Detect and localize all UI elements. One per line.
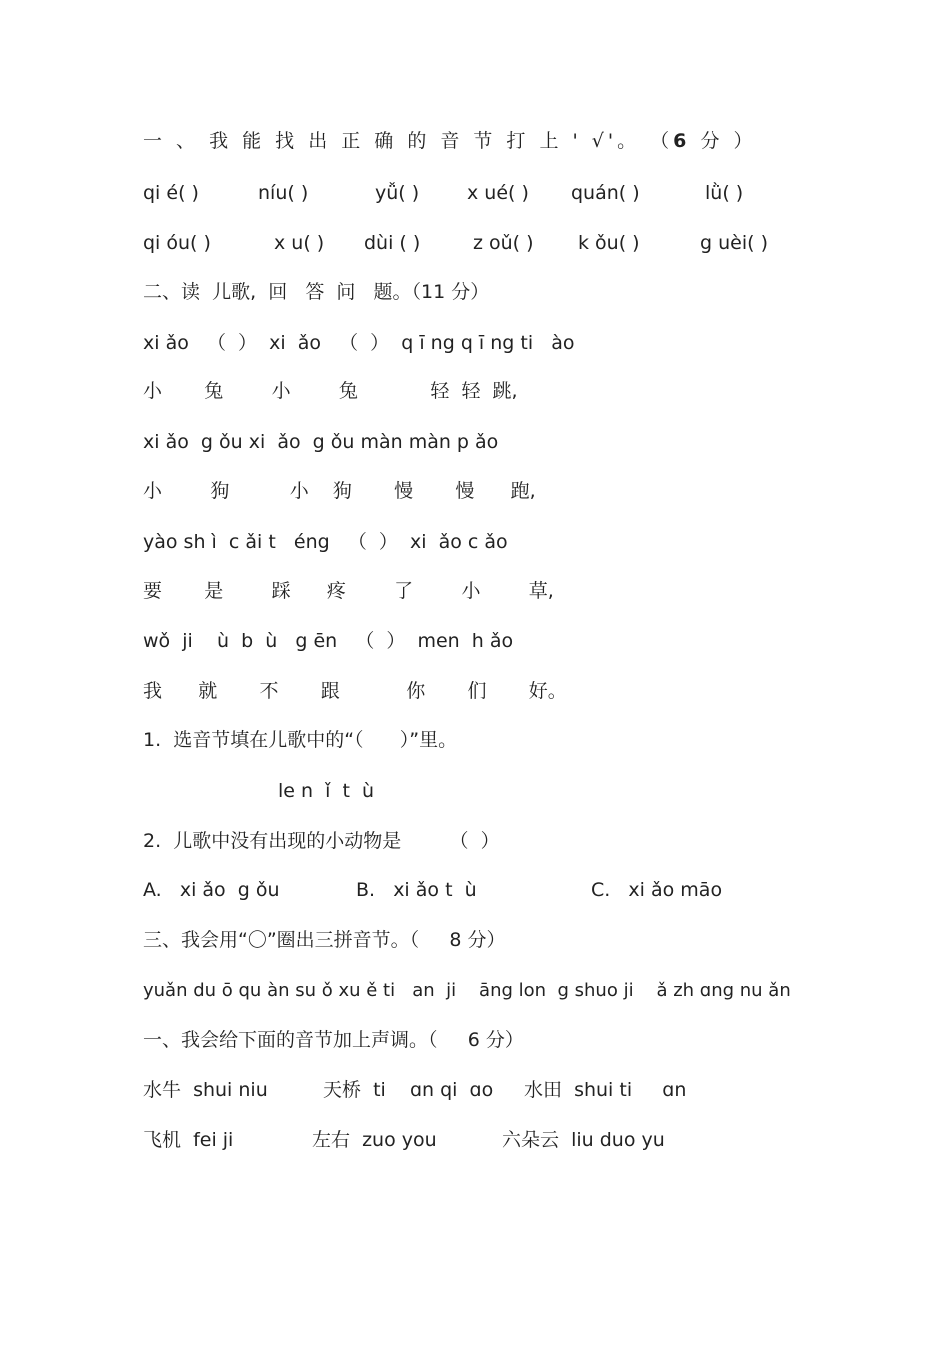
section1-points: 6 — [673, 130, 691, 152]
tone-item: 六朵云 liu duo yu — [502, 1129, 665, 1151]
song-hanzi-line: 小 兔 小 兔 轻 轻 跳, — [143, 380, 518, 402]
tone-item: 飞机 fei ji — [143, 1129, 234, 1151]
section4-row2 — [0, 1125, 950, 1155]
song-hanzi-line: 我 就 不 跟 你 们 好。 — [143, 680, 567, 702]
section3-title: 三、我会用“〇”圈出三拼音节。（ 8 分） — [143, 929, 506, 951]
pinyin-option[interactable]: yǚ( ) — [375, 182, 420, 204]
section4-row1 — [0, 1075, 950, 1105]
song-pinyin-line: yào sh ì c ǎi t éng （ ） xi ǎo c ǎo — [143, 531, 508, 553]
tone-item: 水牛 shui niu — [143, 1079, 268, 1101]
song-pinyin-line: xi ǎo （ ） xi ǎo （ ） q ī ng q ī ng ti ào — [143, 332, 575, 354]
pinyin-option[interactable]: qi óu( ) — [143, 232, 211, 254]
section1-points-suffix: 分 ） — [700, 130, 757, 152]
song-hanzi-line: 小 狗 小 狗 慢 慢 跑, — [143, 480, 536, 502]
pinyin-option[interactable]: g uèi( ) — [700, 232, 768, 254]
section1-title-text: 一 、 我 能 找 出 正 确 的 音 节 打 上 ' √'。 （ — [143, 130, 674, 152]
section3-syllables: yuǎn du ō qu àn su ǒ xu ě ti an ji āng lon g shuo ji ǎ zh ɑng nu ǎn — [143, 980, 791, 1001]
section1-title — [143, 126, 756, 156]
pinyin-option[interactable]: níu( ) — [258, 182, 309, 204]
section4-title: 一、我会给下面的音节加上声调。（ 6 分） — [143, 1029, 524, 1051]
section1-row1 — [0, 178, 950, 208]
tone-item: 左右 zuo you — [312, 1129, 437, 1151]
song-hanzi-line: 要 是 踩 疼 了 小 草, — [143, 580, 554, 602]
choice-c[interactable]: C. xi ǎo māo — [591, 879, 723, 901]
tone-item: 水田 shui ti ɑn — [524, 1079, 687, 1101]
question-1-options: le n ǐ t ù — [278, 780, 375, 802]
question-2-choices — [0, 875, 950, 905]
section1-row2 — [0, 228, 950, 258]
song-pinyin-line: xi ǎo g ǒu xi ǎo g ǒu màn màn p ǎo — [143, 431, 499, 453]
pinyin-option[interactable]: z oǔ( ) — [473, 232, 534, 254]
pinyin-option[interactable]: dùi ( ) — [364, 232, 421, 254]
choice-a[interactable]: A. xi ǎo g ǒu — [143, 879, 280, 901]
pinyin-option[interactable]: k ǒu( ) — [578, 232, 640, 254]
pinyin-option[interactable]: quán( ) — [571, 182, 640, 204]
question-2: 2. 儿歌中没有出现的小动物是 （ ） — [143, 830, 500, 852]
pinyin-option[interactable]: x ué( ) — [467, 182, 529, 204]
choice-b[interactable]: B. xi ǎo t ù — [356, 879, 477, 901]
tone-item: 天桥 ti ɑn qi ɑo — [323, 1079, 494, 1101]
pinyin-option[interactable]: lǜ( ) — [705, 182, 744, 204]
song-pinyin-line: wǒ ji ù b ù g ēn （ ） men h ǎo — [143, 630, 514, 652]
pinyin-option[interactable]: qi é( ) — [143, 182, 199, 204]
pinyin-option[interactable]: x u( ) — [274, 232, 325, 254]
question-1: 1. 选音节填在儿歌中的“（ ）”里。 — [143, 729, 458, 751]
section2-title: 二、读 儿歌, 回 答 问 题。（11 分） — [143, 281, 490, 303]
